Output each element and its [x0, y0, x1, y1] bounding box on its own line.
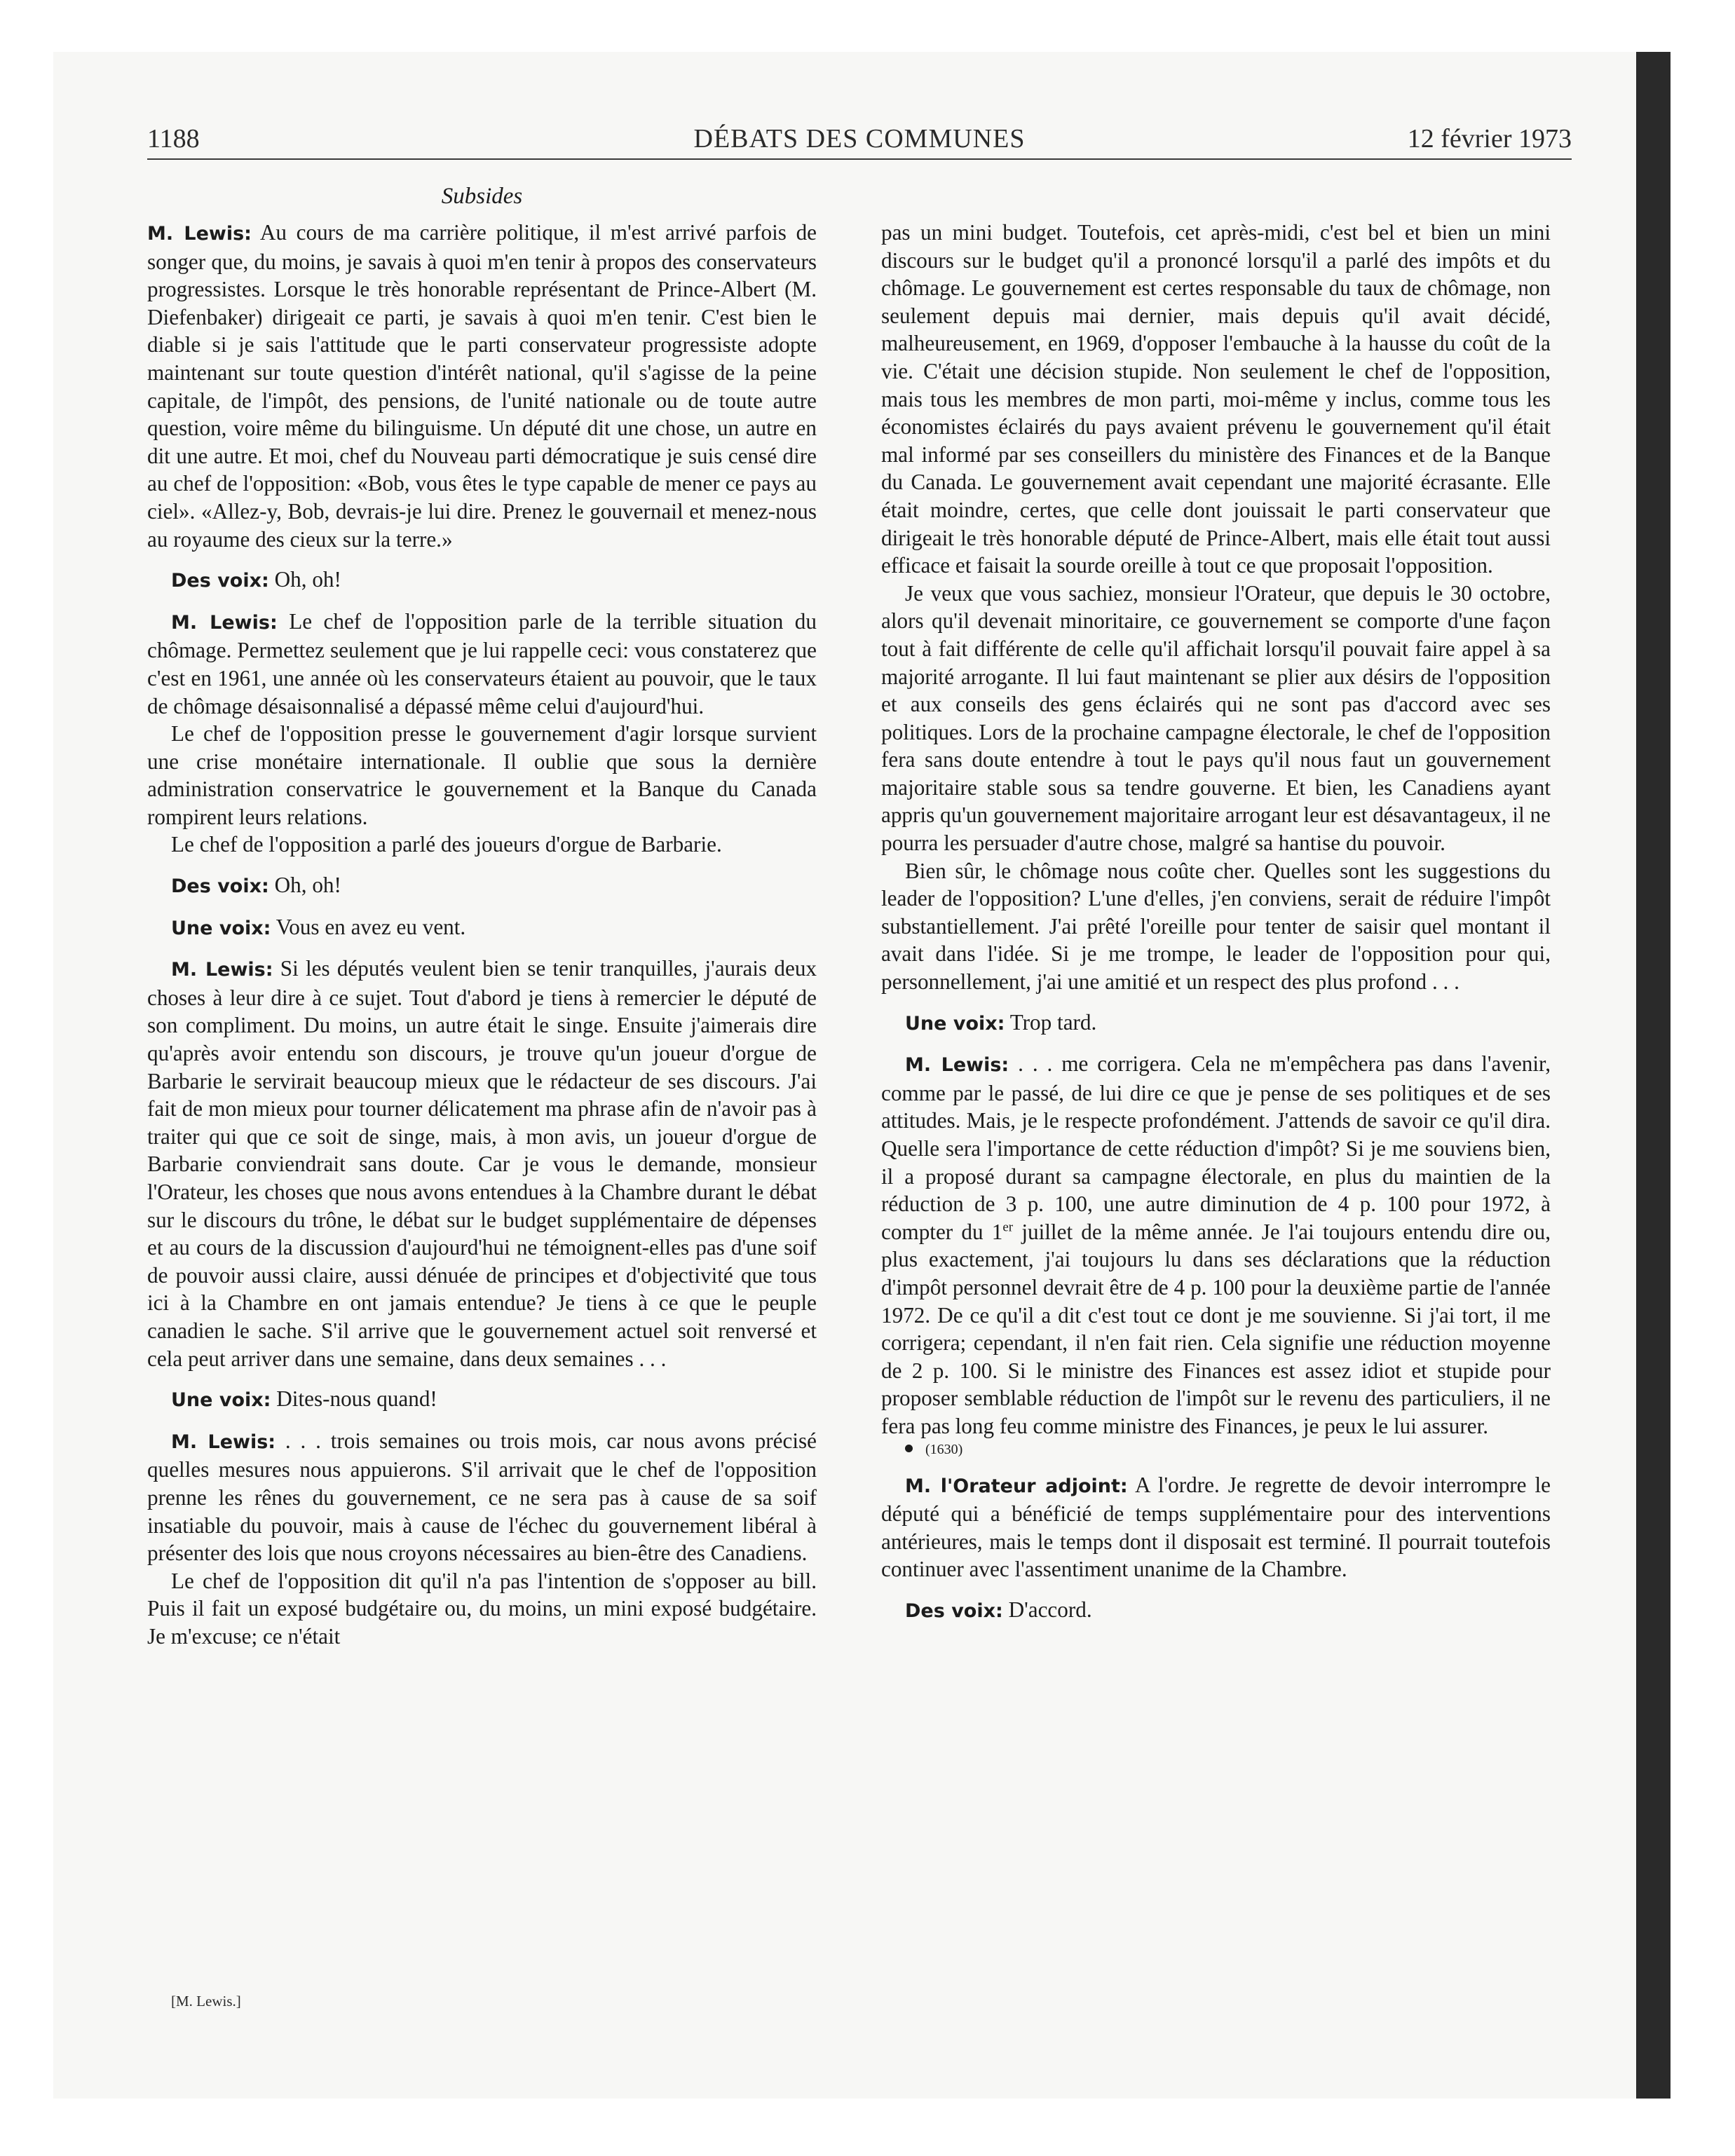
speaker-name: Une voix:: [905, 1012, 1005, 1035]
paragraph: [147, 1567, 817, 1651]
speech-text: . . . me corrigera. Cela ne m'empêchera pas dans l'avenir, comme par le passé, de lui dire ce que je pense de ses politiques et de ses attitudes. Mais, je le respecte profondément. J'attends de savoir ce qu'il dira. Quelle sera l'importance de cette réduction d'impôt? Si je me souviens bien, il a proposé durant sa campagne électorale, en plus du maintien de la réduction de 3 p. 100, une autre diminution de 4 p. 100 pour 1972, à compter du 1er juillet de la même année. Je l'ai toujours entendu dire ou, plus exactement, j'ai toujours lu dans ses déclarations que la réduction d'impôt personnel devrait être de 4 p. 100 pour la deuxième partie de l'année 1972. De ce qu'il a dit c'est tout ce dont je me souvienne. Si j'ai tort, il me corrigera; cependant, il n'en fait rien. Cela signifie une réduction moyenne de 2 p. 100. Si le ministre des Finances est assez idiot et stupide pour proposer semblable réduction de l'impôt sur le revenu des particuliers, il ne fera pas long feu comme ministre des Finances, je peux le lui assurer.: [881, 1051, 1551, 1438]
speech-text: Au cours de ma carrière politique, il m'est arrivé parfois de songer que, du moins, je savais à quoi m'en tenir à propos des conservateurs progressistes. Lorsque le très honorable représentant de Prince-Albert (M. Diefenbaker) dirigeait ce parti, je savais à quoi m'en tenir. C'est bien le diable si je sais l'attitude que le parti conservateur progressiste adopte maintenant sur toute question d'intérêt national, qu'il s'agisse de la peine capitale, de l'impôt, des pensions, de l'unité nationale ou de toute autre question, voire même du bilinguisme. Un député dit une chose, un autre en dit une autre. Et moi, chef du Nouveau parti démocratique je suis censé dire au chef de l'opposition: «Bob, vous êtes le type capable de mener ce pays au ciel». «Allez-y, Bob, devrais-je lui dire. Prenez le gouvernail et menez-nous au royaume des cieux sur la terre.»: [147, 220, 817, 552]
speaker-name: Des voix:: [905, 1599, 1003, 1622]
speaker-name: M. Lewis:: [147, 223, 252, 245]
scan-edge-shadow: [1636, 52, 1671, 2099]
paragraph: [147, 219, 817, 553]
bullet-icon: [905, 1445, 913, 1452]
speech-text: Vous en avez eu vent.: [275, 914, 466, 939]
speech-text: Le chef de l'opposition presse le gouvernement d'agir lorsque survient une crise monétaire internationale. Il oublie que sous la dernière administration conservatrice le gouvernement et la Banque du Canada rompirent leurs relations.: [147, 721, 817, 829]
paragraph: [147, 871, 817, 901]
speech-text: Le chef de l'opposition dit qu'il n'a pas l'intention de s'opposer au bill. Puis il fait un exposé budgétaire ou, du moins, un mini exposé budgétaire. Je m'excuse; ce n'était: [147, 1568, 817, 1649]
speech-text: . . . trois semaines ou trois mois, car nous avons précisé quelles mesures nous appuierons. S'il arrivait que le chef de l'opposition prenne les rênes du gouvernement, ce ne sera pas à cause de sa soif insatiable du pouvoir, mais à cause de l'échec du gouvernement libéral à présenter des lois que nous croyons nécessaires au bien-être des Canadiens.: [147, 1428, 817, 1566]
paragraph: [147, 1427, 817, 1567]
speaker-name: M. Lewis:: [171, 959, 273, 981]
publication-date: 12 février 1973: [1407, 124, 1572, 153]
speech-text: A l'ordre. Je regrette de devoir interrompre le député qui a bénéficié de temps supplémentaire pour des interventions antérieures, mais le temps dont il disposait est terminé. Il pourrait toutefois continuer avec l'assentiment unanime de la Chambre.: [881, 1472, 1551, 1582]
speech-text: Oh, oh!: [274, 873, 341, 898]
paragraph: [147, 566, 817, 595]
paragraph: [147, 720, 817, 831]
speaker-name: M. l'Orateur adjoint:: [905, 1475, 1128, 1497]
speaker-name: M. Lewis:: [905, 1054, 1009, 1077]
right-column: [881, 219, 1551, 1625]
paragraph: [881, 1596, 1551, 1625]
speaker-name: Une voix:: [171, 917, 271, 939]
speech-text: Oh, oh!: [274, 567, 341, 592]
speech-text: Bien sûr, le chômage nous coûte cher. Quelles sont les suggestions du leader de l'opposition? L'une d'elles, j'en conviens, serait de réduire l'impôt substantiellement. J'ai prêté l'oreille pour tenter de saisir quel montant il avait dans l'idée. Si je me trompe, le leader de l'opposition pour qui, personnellement, j'ai une amitié et un respect des plus profond . . .: [881, 858, 1551, 995]
left-column: [147, 219, 817, 1651]
section-title: Subsides: [441, 184, 523, 209]
time-marker-text: (1630): [925, 1441, 963, 1457]
speaker-name: Une voix:: [171, 1389, 271, 1412]
paragraph: [147, 913, 817, 943]
paragraph: [147, 1385, 817, 1414]
speech-text: pas un mini budget. Toutefois, cet après-midi, c'est bel et bien un mini discours sur le budget qu'il a prononcé lorsqu'il a parlé des impôts et du chômage. Le gouvernement est certes responsable du taux de chômage, non seulement depuis mai dernier, mais depuis qu'il avait décidé, malheureusement, en 1969, d'opposer l'embauche à la hausse du coût de la vie. C'était une décision stupide. Non seulement le chef de l'opposition, mais tous les membres de mon parti, moi-même y inclus, comme tous les économistes éclairés du pays avaient prévenu le gouvernement qu'il était mal informé par ses conseillers du ministère des Finances et de la Banque du Canada. Le gouvernement avait cependant une majorité écrasante. Elle était moindre, certes, que celle dont jouissait le parti conservateur que dirigeait le très honorable député de Prince-Albert, mais elle était tout aussi efficace et faisait la sourde oreille à tout ce que proposait l'opposition.: [881, 220, 1551, 578]
speech-text: Trop tard.: [1009, 1009, 1097, 1035]
time-marker: [881, 1440, 1551, 1459]
speaker-name: M. Lewis:: [171, 1431, 276, 1453]
paragraph: [147, 831, 817, 859]
speech-text: Je veux que vous sachiez, monsieur l'Orateur, que depuis le 30 octobre, alors qu'il devenait minoritaire, ce gouvernement se comporte d'une façon tout à fait différente de celle qu'il affichait lorsqu'il pouvait faire appel à sa majorité arrogante. Il lui faut maintenant se plier aux désirs de l'opposition et aux conseils des gens éclairés qui ne sont pas d'accord avec ses politiques. Lors de la prochaine campagne électorale, le chef de l'opposition fera sans doute entendre à tout le pays qu'il nous faut un gouvernement majoritaire stable sous sa tendre gouverne. Et bien, les Canadiens ayant appris qu'un gouvernement majoritaire arrogant leur est désavantageux, il ne pourra les persuader d'autre chose, malgré sa hantise du pouvoir.: [881, 580, 1551, 856]
speech-text: D'accord.: [1008, 1597, 1092, 1622]
header-rule: [147, 158, 1572, 160]
speech-text: Dites-nous quand!: [276, 1386, 437, 1412]
publication-title: DÉBATS DES COMMUNES: [693, 124, 1026, 153]
speaker-name: M. Lewis:: [171, 611, 278, 634]
speech-text: Le chef de l'opposition a parlé des joueurs d'orgue de Barbarie.: [171, 832, 722, 857]
speaker-name: Des voix:: [171, 570, 269, 592]
speaker-name: Des voix:: [171, 875, 269, 898]
paragraph: [881, 219, 1551, 580]
speech-text: Si les députés veulent bien se tenir tranquilles, j'aurais deux choses à leur dire à ce sujet. Tout d'abord je tiens à remercier le député de son compliment. Du moins, un autre était le singe. Ensuite j'aimerais dire qu'après avoir entendu son discours, je trouve qu'un joueur d'orgue de Barbarie le servirait beaucoup mieux que le rédacteur de ses discours. J'ai fait de mon mieux pour tourner délicatement ma phrase afin de n'avoir pas à traiter qui que ce soit de singe, mais, à mon avis, un joueur d'orgue de Barbarie conviendrait sans doute. Car je vous le demande, monsieur l'Orateur, les choses que nous avons entendues à la Chambre durant le débat sur le discours du trône, le débat sur le budget supplémentaire de dépenses et au cours de la discussion d'aujourd'hui ne témoignent-elles pas d'une soif de pouvoir aussi claire, aussi dénuée de principes et d'objectivité que tous ici à la Chambre en ont jamais entendue? Je tiens à ce que le peuple canadien le sache. S'il arrive que le gouvernement actuel soit renversé et cela peut arriver dans une semaine, dans deux semaines . . .: [147, 956, 817, 1371]
paragraph: [881, 1471, 1551, 1583]
paragraph: [147, 955, 817, 1372]
speech-text: Le chef de l'opposition parle de la terrible situation du chômage. Permettez seulement que je lui rappelle ceci: vous constaterez que c'est en 1961, une année où les conservateurs étaient au pouvoir, que le taux de chômage désaisonnalisé a dépassé même celui d'aujourd'hui.: [147, 608, 817, 718]
paragraph: [881, 1050, 1551, 1440]
paragraph: [881, 1009, 1551, 1038]
footer-note: [M. Lewis.]: [171, 1993, 241, 2010]
page-number: 1188: [147, 124, 200, 153]
paragraph: [881, 857, 1551, 996]
paragraph: [147, 608, 817, 720]
paragraph: [881, 580, 1551, 857]
